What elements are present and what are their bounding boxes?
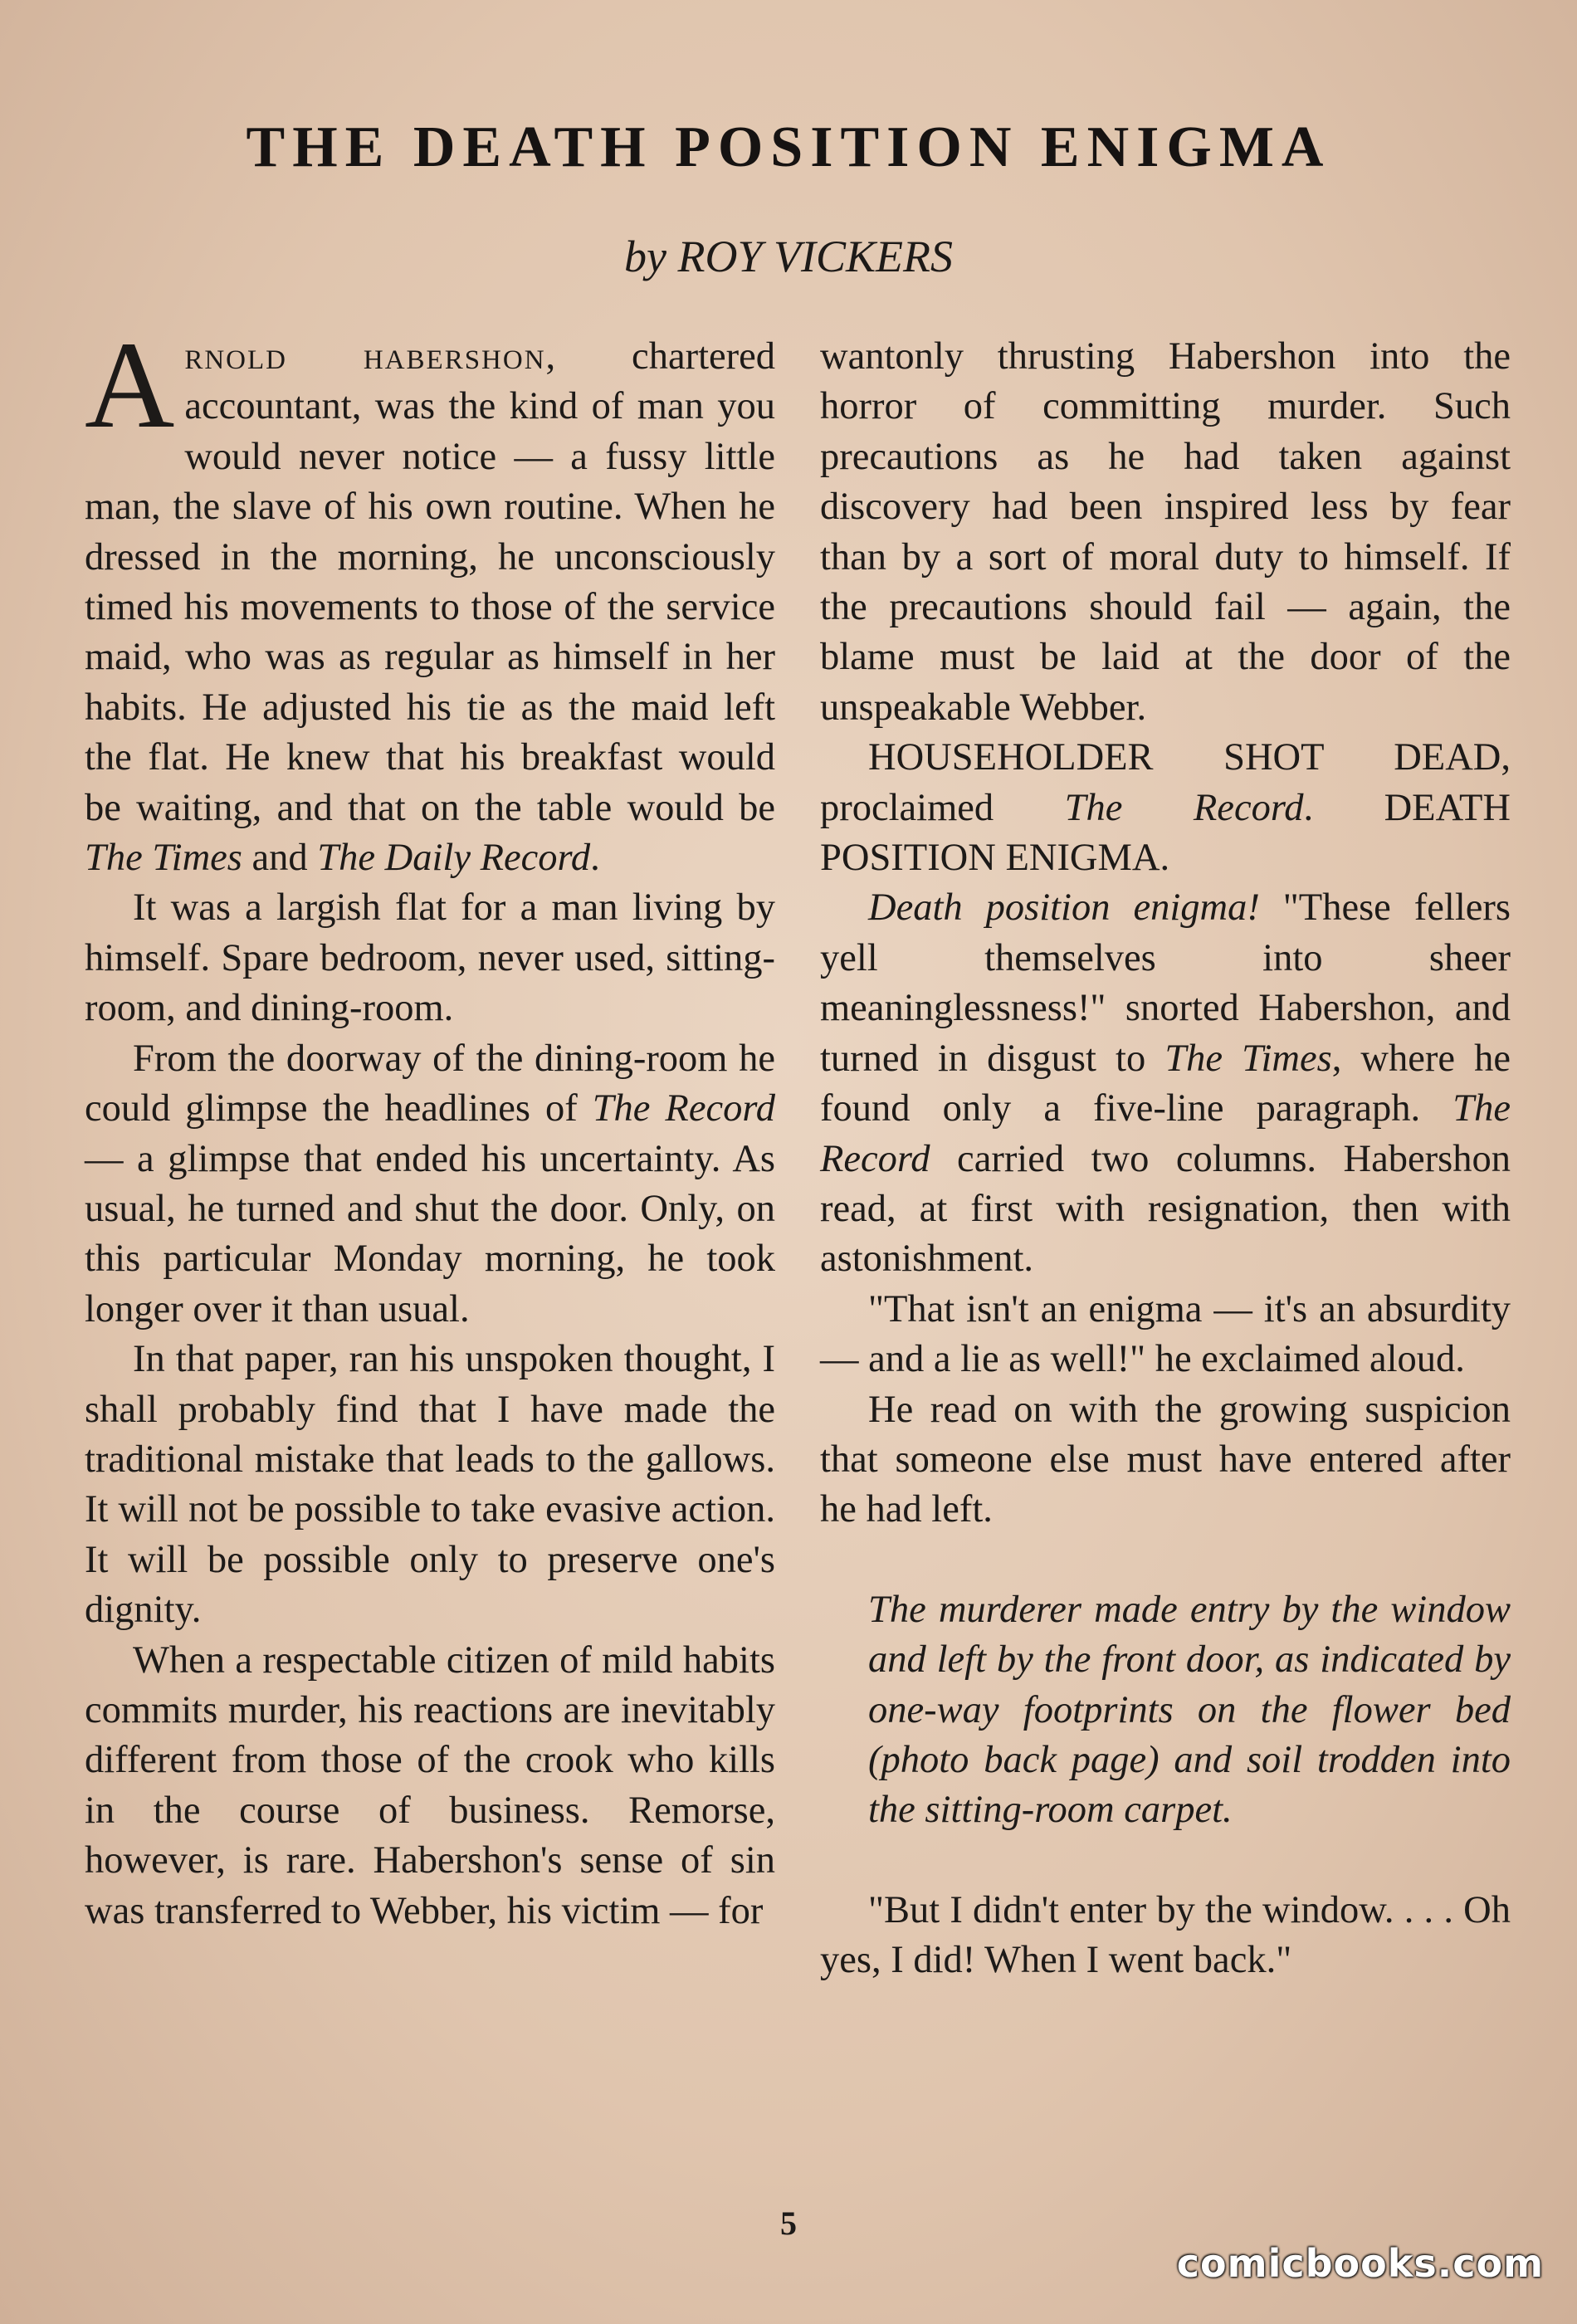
- paragraph: It was a largish flat for a man living by himself. Spare bedroom, never used, sitting-room, and dining-room.: [85, 886, 775, 1030]
- paragraph: Death position enigma! "These fellers yell themselves into sheer meaninglessness!" snorted Habershon, and turned in disgust to The Times, where he found only a five-line paragraph. The Record carried two columns. Habershon read, at first with resignation, then with astonishment.: [820, 886, 1511, 1281]
- watermark-logo: comicbooks.com: [1176, 2241, 1544, 2286]
- paragraph: wantonly thrusting Habershon into the horror of committing murder. Such precautions as he had taken against discovery had been inspired less by fear than by a sort of moral duty to himself. If the precautions should fail — again, the blame must be laid at the door of the unspeakable Webber.: [820, 335, 1511, 729]
- newspaper-name: The Record: [592, 1087, 775, 1130]
- paragraph: From the doorway of the dining-room he could glimpse the headlines of The Record — a glimpse that ended his uncertainty. As usual, he turned and shut the door. Only, on this particular Monday morning, he took longer over it than usual.: [85, 1037, 775, 1330]
- author-name-smallcaps: rnold habershon,: [184, 335, 558, 378]
- newspaper-name: The Times: [1164, 1037, 1332, 1080]
- paragraph: He read on with the growing suspicion that someone else must have entered after he had left.: [820, 1388, 1511, 1531]
- quote-text: The murderer made entry by the window and left by the front door, as indicated by one-way footprints on the flower bed (photo back page) and soil trodden into the sitting-room carpet.: [868, 1588, 1511, 1832]
- drop-cap: A: [85, 316, 175, 454]
- newspaper-name: The Record: [820, 1087, 1511, 1180]
- newspaper-name: The Daily Record: [317, 837, 591, 880]
- newspaper-excerpt: [868, 1585, 1511, 1836]
- newspaper-name: The Times: [85, 837, 242, 880]
- story-title: THE DEATH POSITION ENIGMA: [246, 115, 1331, 179]
- paragraph: When a respectable citizen of mild habits commits murder, his reactions are inevitably different from those of the crook who kills in the course of business. Remorse, however, is rare. Habershon's sense of sin was transferred to Webber, his victim — for: [85, 1638, 775, 1932]
- paragraph: "But I didn't enter by the window. . . . Oh yes, I did! When I went back.": [820, 1888, 1511, 1982]
- left-column: [85, 316, 775, 1936]
- paragraph: In that paper, ran his unspoken thought, I shall probably find that I have made the traditional mistake that leads to the gallows. It will not be possible to take evasive action. It will be possible only to preserve one's dignity.: [85, 1338, 775, 1632]
- spacer: [820, 1536, 1511, 1585]
- paragraph: Arnold habershon, chartered accountant, was the kind of man you would never notice — a fussy little man, the slave of his own routine. When he dressed in the morning, he unconsciously timed his movements to those of the service maid, who was as regular as himself in her habits. He adjusted his tie as the maid left the flat. He knew that his breakfast would be waiting, and that on the table would be The Times and The Daily Record.: [85, 316, 775, 880]
- spacer: [820, 1836, 1511, 1886]
- paragraph: HOUSEHOLDER SHOT DEAD, proclaimed The Record. DEATH POSITION ENIGMA.: [820, 736, 1511, 880]
- right-column: [820, 332, 1511, 1986]
- page-number: 5: [780, 2204, 797, 2242]
- newspaper-name: The Record: [1064, 786, 1304, 829]
- byline: by ROY VICKERS: [624, 232, 953, 281]
- paragraph: "That isn't an enigma — it's an absurdity — and a lie as well!" he exclaimed aloud.: [820, 1287, 1511, 1381]
